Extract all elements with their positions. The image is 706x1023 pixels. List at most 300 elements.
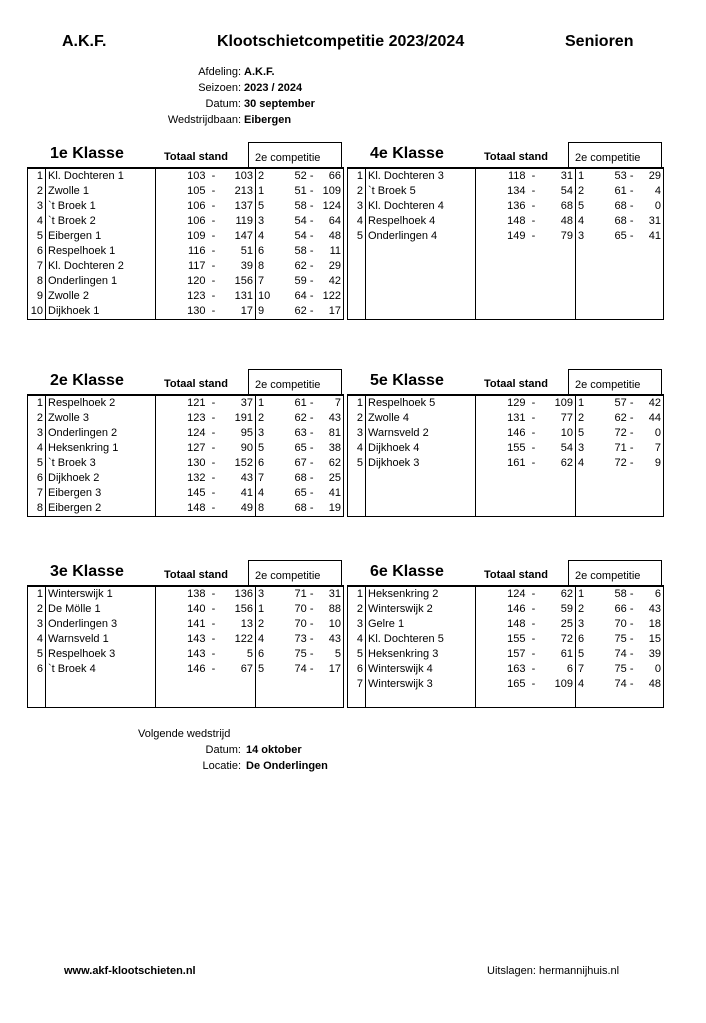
cell-totaal-left	[156, 677, 208, 692]
cell-team	[366, 501, 476, 517]
cell-rank: 1	[28, 395, 46, 411]
table-row	[348, 259, 664, 274]
cell-comp-right: 0	[636, 662, 664, 677]
table-row	[28, 426, 344, 441]
website-link[interactable]: www.akf-klootschieten.nl	[64, 965, 196, 977]
cell-team	[366, 471, 476, 486]
cell-team: Heksenkring 2	[366, 586, 476, 602]
cell-totaal-left: 161	[476, 456, 528, 471]
cell-totaal-left: 149	[476, 229, 528, 244]
uitslagen-credit: Uitslagen: hermannijhuis.nl	[487, 965, 620, 977]
table-row	[28, 632, 344, 647]
cell-totaal-left: 123	[156, 411, 208, 426]
page-title: Klootschietcompetitie 2023/2024	[217, 33, 465, 50]
cell-comp-rank: 3	[576, 617, 596, 632]
cell-totaal-left: 109	[156, 229, 208, 244]
cell-comp-right: 31	[636, 214, 664, 229]
totaal-stand-header: Totaal stand	[484, 151, 548, 163]
cell-comp-right: 0	[636, 199, 664, 214]
cell-comp-right	[316, 677, 344, 692]
cell-team: Respelhoek 5	[366, 395, 476, 411]
cell-sep: -	[211, 633, 216, 645]
cell-totaal-left: 155	[476, 441, 528, 456]
table-row	[348, 677, 664, 692]
cell-team: De Mölle 1	[46, 602, 156, 617]
cell-totaal-left: 127	[156, 441, 208, 456]
table-row	[348, 602, 664, 617]
table-row	[348, 632, 664, 647]
cell-team: Eibergen 3	[46, 486, 156, 501]
cell-comp-left: 65 -	[294, 487, 314, 499]
competitie-header: 2e competitie	[255, 570, 321, 582]
cell-comp-rank: 3	[576, 229, 596, 244]
cell-comp-left: 62 -	[614, 412, 634, 424]
cell-team	[366, 486, 476, 501]
cell-comp-left: 54 -	[294, 230, 314, 242]
table-row	[28, 677, 344, 692]
cell-team: `t Broek 3	[46, 456, 156, 471]
cell-comp-rank: 1	[576, 168, 596, 184]
cell-totaal-left	[476, 259, 528, 274]
cell-sep	[528, 486, 540, 501]
cell-totaal-right: 54	[560, 185, 573, 197]
table-row	[348, 586, 664, 602]
cell-team: Zwolle 3	[46, 411, 156, 426]
cell-sep: -	[531, 603, 536, 615]
cell-totaal-right: 90	[240, 442, 253, 454]
cell-comp-left: 63 -	[294, 427, 314, 439]
table-row	[28, 586, 344, 602]
cell-totaal-right: 31	[560, 170, 573, 182]
cell-team: Heksenkring 3	[366, 647, 476, 662]
cell-rank	[348, 501, 366, 517]
cell-sep: -	[531, 230, 536, 242]
table-row	[28, 395, 344, 411]
klasse-table	[27, 167, 344, 320]
cell-comp-left: 75 -	[294, 648, 314, 660]
cell-comp-rank: 2	[576, 602, 596, 617]
cell-sep: -	[211, 245, 216, 257]
cell-totaal-left: 106	[156, 199, 208, 214]
cell-comp-right: 19	[316, 501, 344, 517]
cell-totaal-left: 132	[156, 471, 208, 486]
cell-comp-right	[636, 289, 664, 304]
table-row	[348, 501, 664, 517]
cell-rank: 1	[28, 586, 46, 602]
cell-rank: 1	[348, 395, 366, 411]
cell-totaal-right: 10	[560, 427, 573, 439]
cell-team: Kl. Dochteren 2	[46, 259, 156, 274]
cell-comp-left: 68 -	[614, 200, 634, 212]
seizoen-label: Seizoen:	[198, 82, 241, 94]
cell-comp-right: 66	[316, 168, 344, 184]
cell-sep	[528, 304, 540, 320]
cell-sep	[528, 471, 540, 486]
table-row	[28, 184, 344, 199]
cell-rank	[348, 289, 366, 304]
cell-rank: 7	[28, 259, 46, 274]
table-row	[28, 168, 344, 184]
cell-comp-right	[316, 692, 344, 708]
klasse-title: 3e Klasse	[50, 563, 124, 580]
cell-totaal-left: 143	[156, 632, 208, 647]
cell-sep: -	[531, 185, 536, 197]
cell-comp-rank	[576, 244, 596, 259]
cell-team: Onderlingen 2	[46, 426, 156, 441]
table-row	[348, 647, 664, 662]
cell-comp-rank	[576, 259, 596, 274]
cell-comp-left: 58 -	[294, 245, 314, 257]
cell-team: Dijkhoek 2	[46, 471, 156, 486]
table-row	[28, 602, 344, 617]
cell-totaal-left: 141	[156, 617, 208, 632]
cell-totaal-right	[540, 304, 576, 320]
cell-comp-rank: 5	[576, 426, 596, 441]
cell-comp-rank: 6	[256, 456, 276, 471]
cell-team: Eibergen 1	[46, 229, 156, 244]
table-row	[348, 411, 664, 426]
cell-comp-left: 74 -	[294, 663, 314, 675]
cell-rank	[348, 692, 366, 708]
cell-comp-left: 71 -	[614, 442, 634, 454]
cell-comp-rank	[256, 677, 276, 692]
cell-comp-rank: 2	[256, 617, 276, 632]
cell-rank: 9	[28, 289, 46, 304]
cell-comp-rank: 8	[256, 259, 276, 274]
cell-team: Respelhoek 4	[366, 214, 476, 229]
cell-comp-left: 67 -	[294, 457, 314, 469]
table-row	[348, 692, 664, 708]
cell-team: Winterswijk 1	[46, 586, 156, 602]
cell-comp-right: 38	[316, 441, 344, 456]
cell-comp-right: 17	[316, 304, 344, 320]
cell-totaal-left: 163	[476, 662, 528, 677]
cell-comp-rank: 4	[576, 677, 596, 692]
totaal-stand-header: Totaal stand	[164, 378, 228, 390]
cell-rank: 4	[348, 214, 366, 229]
cell-sep: -	[211, 588, 216, 600]
cell-sep	[208, 677, 220, 692]
cell-comp-left: 51 -	[294, 185, 314, 197]
cell-comp-right: 29	[316, 259, 344, 274]
cell-comp-right: 88	[316, 602, 344, 617]
cell-team	[366, 259, 476, 274]
cell-totaal-left: 138	[156, 586, 208, 602]
cell-comp-right: 5	[316, 647, 344, 662]
cell-sep: -	[211, 472, 216, 484]
cell-team: `t Broek 4	[46, 662, 156, 677]
cell-rank	[348, 259, 366, 274]
cell-sep: -	[531, 618, 536, 630]
cell-comp-rank	[576, 471, 596, 486]
table-row	[348, 214, 664, 229]
cell-totaal-right: 67	[240, 663, 253, 675]
cell-rank: 10	[28, 304, 46, 320]
cell-rank	[348, 486, 366, 501]
cell-comp-right	[636, 501, 664, 517]
cell-totaal-right: 136	[234, 588, 253, 600]
cell-totaal-left	[476, 486, 528, 501]
cell-totaal-right: 131	[234, 290, 253, 302]
cell-sep: -	[211, 230, 216, 242]
cell-rank	[28, 692, 46, 708]
cell-comp-right	[636, 471, 664, 486]
cell-totaal-right: 156	[234, 603, 253, 615]
cell-comp-right: 0	[636, 426, 664, 441]
totaal-stand-header: Totaal stand	[484, 569, 548, 581]
cell-team: Onderlingen 3	[46, 617, 156, 632]
cell-comp-left: 70 -	[294, 618, 314, 630]
cell-comp-left: 74 -	[614, 678, 634, 690]
cell-totaal-right: 68	[560, 200, 573, 212]
baan-value: Eibergen	[244, 114, 292, 126]
cell-comp-left: 75 -	[614, 633, 634, 645]
table-row	[348, 274, 664, 289]
cell-comp-left: 58 -	[294, 200, 314, 212]
cell-sep	[528, 259, 540, 274]
cell-comp-rank: 3	[576, 441, 596, 456]
table-row	[348, 244, 664, 259]
cell-totaal-right: 72	[560, 633, 573, 645]
cell-team: Winterswijk 4	[366, 662, 476, 677]
next-locatie-label: Locatie:	[202, 760, 241, 772]
cell-comp-right	[636, 692, 664, 708]
cell-totaal-left	[476, 274, 528, 289]
cell-totaal-right: 119	[235, 215, 253, 227]
cell-comp-left: 68 -	[294, 502, 314, 514]
klasse-table	[27, 585, 344, 708]
cell-comp-rank: 4	[256, 632, 276, 647]
table-row	[348, 441, 664, 456]
cell-rank: 3	[28, 199, 46, 214]
cell-rank: 5	[28, 647, 46, 662]
cell-rank: 4	[28, 214, 46, 229]
cell-comp-rank: 2	[576, 411, 596, 426]
cell-team: Kl. Dochteren 4	[366, 199, 476, 214]
cell-rank: 3	[348, 199, 366, 214]
cell-totaal-left: 103	[156, 168, 208, 184]
cell-comp-left: 62 -	[294, 260, 314, 272]
cell-comp-right: 9	[636, 456, 664, 471]
competitie-header: 2e competitie	[575, 570, 641, 582]
cell-sep: -	[211, 663, 216, 675]
cell-totaal-left: 143	[156, 647, 208, 662]
next-datum-label: Datum:	[205, 744, 241, 756]
cell-comp-left	[596, 486, 636, 501]
cell-totaal-right: 152	[234, 457, 253, 469]
cell-comp-right: 11	[316, 244, 344, 259]
cell-totaal-right: 61	[560, 648, 573, 660]
cell-sep: -	[211, 427, 216, 439]
klasse-title: 5e Klasse	[370, 372, 444, 389]
cell-totaal-left: 118	[476, 168, 528, 184]
cell-comp-rank: 5	[576, 647, 596, 662]
afdeling-label: Afdeling:	[198, 66, 241, 78]
cell-comp-left	[596, 471, 636, 486]
cell-totaal-left	[476, 244, 528, 259]
cell-comp-left: 66 -	[614, 603, 634, 615]
cell-rank: 5	[348, 456, 366, 471]
cell-comp-rank: 1	[576, 395, 596, 411]
cell-totaal-left: 155	[476, 632, 528, 647]
table-row	[28, 647, 344, 662]
cell-team: Dijkhoek 1	[46, 304, 156, 320]
cell-sep: -	[531, 678, 536, 690]
cell-comp-left: 54 -	[294, 215, 314, 227]
cell-team: Kl. Dochteren 1	[46, 168, 156, 184]
cell-rank: 4	[28, 441, 46, 456]
cell-comp-left: 61 -	[614, 185, 634, 197]
next-locatie-value: De Onderlingen	[246, 760, 328, 772]
cell-team	[366, 274, 476, 289]
cell-comp-rank: 1	[256, 395, 276, 411]
cell-comp-left	[596, 244, 636, 259]
cell-comp-left: 72 -	[614, 427, 634, 439]
cell-sep: -	[211, 305, 216, 317]
cell-totaal-left: 124	[476, 586, 528, 602]
cell-rank	[348, 471, 366, 486]
totaal-stand-header: Totaal stand	[484, 378, 548, 390]
cell-totaal-left: 123	[156, 289, 208, 304]
cell-totaal-left: 134	[476, 184, 528, 199]
category-label: Senioren	[565, 33, 634, 50]
cell-totaal-right	[540, 259, 576, 274]
cell-comp-left: 65 -	[614, 230, 634, 242]
cell-totaal-left	[476, 692, 528, 708]
cell-sep: -	[211, 200, 216, 212]
cell-team	[46, 677, 156, 692]
table-row	[28, 289, 344, 304]
cell-team: Dijkhoek 3	[366, 456, 476, 471]
cell-totaal-right: 213	[234, 185, 253, 197]
cell-totaal-left: 130	[156, 304, 208, 320]
cell-sep: -	[211, 397, 216, 409]
next-block	[150, 742, 328, 774]
table-row	[348, 471, 664, 486]
cell-comp-right: 18	[636, 617, 664, 632]
cell-totaal-right: 37	[240, 397, 253, 409]
klasse-title: 1e Klasse	[50, 145, 124, 162]
cell-rank: 5	[28, 229, 46, 244]
cell-totaal-right: 41	[240, 487, 253, 499]
cell-totaal-left	[156, 692, 208, 708]
cell-totaal-right: 77	[560, 412, 573, 424]
table-row	[348, 617, 664, 632]
table-row	[348, 486, 664, 501]
cell-comp-rank: 3	[256, 426, 276, 441]
meta-block	[150, 64, 315, 128]
cell-comp-right: 109	[316, 184, 344, 199]
cell-team: Eibergen 2	[46, 501, 156, 517]
cell-totaal-left	[476, 471, 528, 486]
cell-comp-rank: 6	[576, 632, 596, 647]
cell-comp-right: 48	[636, 677, 664, 692]
cell-comp-left: 65 -	[294, 442, 314, 454]
table-row	[348, 426, 664, 441]
cell-comp-rank: 7	[256, 274, 276, 289]
cell-sep: -	[531, 588, 536, 600]
table-row	[28, 274, 344, 289]
klasse-table	[347, 167, 664, 320]
cell-comp-left: 72 -	[614, 457, 634, 469]
cell-sep: -	[211, 487, 216, 499]
cell-sep: -	[211, 603, 216, 615]
cell-rank: 5	[348, 647, 366, 662]
cell-comp-right	[636, 244, 664, 259]
cell-totaal-right: 62	[560, 588, 573, 600]
cell-totaal-right: 95	[240, 427, 253, 439]
cell-rank: 2	[348, 602, 366, 617]
table-row	[28, 692, 344, 708]
cell-rank: 7	[28, 486, 46, 501]
next-datum-value: 14 oktober	[246, 744, 302, 756]
cell-rank: 2	[28, 184, 46, 199]
table-row	[348, 395, 664, 411]
cell-comp-rank: 6	[256, 244, 276, 259]
cell-totaal-left: 146	[156, 662, 208, 677]
competitie-header: 2e competitie	[255, 379, 321, 391]
cell-totaal-left: 146	[476, 426, 528, 441]
cell-totaal-right	[220, 692, 256, 708]
cell-rank: 2	[348, 411, 366, 426]
cell-team	[366, 692, 476, 708]
cell-totaal-right: 13	[240, 618, 253, 630]
cell-comp-rank: 5	[256, 199, 276, 214]
cell-team: Warnsveld 1	[46, 632, 156, 647]
cell-comp-rank	[256, 692, 276, 708]
cell-totaal-left: 130	[156, 456, 208, 471]
cell-comp-left: 62 -	[294, 412, 314, 424]
cell-comp-rank: 3	[256, 214, 276, 229]
cell-comp-right: 42	[636, 395, 664, 411]
table-row	[348, 289, 664, 304]
cell-team: Zwolle 2	[46, 289, 156, 304]
cell-comp-left: 71 -	[294, 588, 314, 600]
cell-sep: -	[531, 412, 536, 424]
cell-totaal-right: 103	[234, 170, 253, 182]
cell-sep: -	[211, 442, 216, 454]
cell-team: Winterswijk 3	[366, 677, 476, 692]
cell-totaal-right: 191	[234, 412, 253, 424]
cell-comp-left	[596, 289, 636, 304]
cell-comp-rank: 6	[256, 647, 276, 662]
cell-comp-right: 7	[316, 395, 344, 411]
cell-totaal-right: 59	[560, 603, 573, 615]
cell-rank: 3	[348, 617, 366, 632]
klasse-title: 2e Klasse	[50, 372, 124, 389]
cell-comp-left	[276, 692, 316, 708]
cell-comp-right: 31	[316, 586, 344, 602]
cell-sep: -	[531, 215, 536, 227]
cell-totaal-left: 157	[476, 647, 528, 662]
cell-comp-left: 53 -	[614, 170, 634, 182]
cell-comp-left: 68 -	[294, 472, 314, 484]
cell-rank: 1	[348, 168, 366, 184]
cell-totaal-left: 148	[476, 214, 528, 229]
cell-comp-left	[596, 692, 636, 708]
cell-comp-right: 39	[636, 647, 664, 662]
cell-comp-left: 57 -	[614, 397, 634, 409]
seizoen-value: 2023 / 2024	[244, 82, 303, 94]
cell-totaal-left: 148	[156, 501, 208, 517]
cell-comp-rank: 1	[256, 184, 276, 199]
cell-comp-left: 75 -	[614, 663, 634, 675]
cell-team: Respelhoek 1	[46, 244, 156, 259]
cell-comp-right: 62	[316, 456, 344, 471]
table-row	[348, 456, 664, 471]
table-row	[28, 229, 344, 244]
cell-sep: -	[531, 442, 536, 454]
